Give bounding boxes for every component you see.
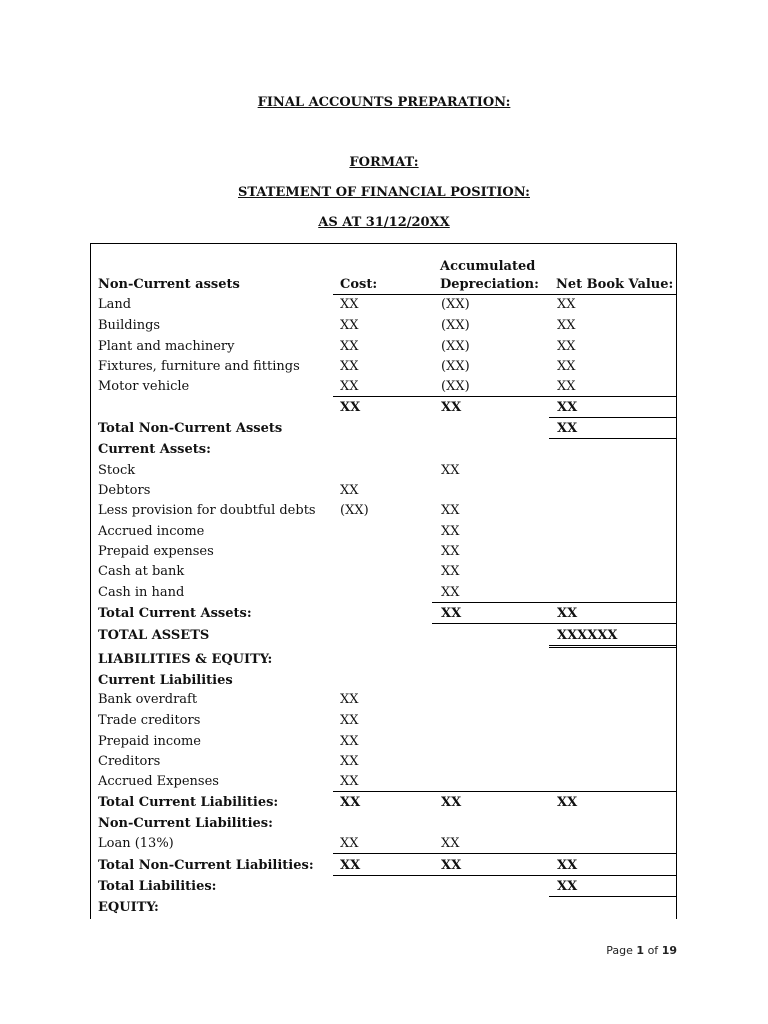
row-value-c3: XX [557,795,578,810]
row-label: Total Liabilities: [98,879,217,894]
row-label: Buildings [98,318,161,333]
column-header-nbv: Net Book Value: [556,277,674,292]
row-label: Total Non-Current Assets [98,421,283,436]
row-value-c3: XXXXXX [557,628,618,643]
row-value-c2: (XX) [441,339,470,354]
row-value-c3: XX [557,359,576,374]
row-label: Bank overdraft [98,692,198,707]
row-value-c2: XX [441,503,460,518]
row-value-c1: XX [340,339,359,354]
row-value-c1: XX [340,379,359,394]
row-label: Plant and machinery [98,339,235,354]
row-value-c3: XX [557,400,578,415]
row-value-c1: XX [340,297,359,312]
row-label: Loan (13%) [98,836,174,851]
total-assets-double-rule [549,645,677,648]
row-value-c2: XX [441,463,460,478]
row-value-c2: (XX) [441,379,470,394]
row-label: Cash at bank [98,564,185,579]
row-value-c2: (XX) [441,297,470,312]
row-value-c2: XX [441,544,460,559]
non-current-liabilities-rule [333,853,677,854]
row-value-c2: XX [441,836,460,851]
page-word: Page [606,944,633,957]
nbv-rule [549,417,677,418]
row-value-c1: XX [340,836,359,851]
subtotal-rule [333,396,677,397]
row-label: Stock [98,463,136,478]
row-value-c2: XX [441,606,462,621]
row-label: EQUITY: [98,900,159,915]
row-value-c1: XX [340,483,359,498]
row-value-c3: XX [557,379,576,394]
row-value-c2: XX [441,585,460,600]
current-assets-total-rule [432,623,549,624]
statement-heading: STATEMENT OF FINANCIAL POSITION: [238,185,530,200]
total-liabilities-rule [549,896,677,897]
row-value-c1: XX [340,400,361,415]
page-footer [606,944,677,957]
row-label: Land [98,297,132,312]
date-heading: AS AT 31/12/20XX [318,215,450,230]
row-value-c2: XX [441,795,462,810]
row-value-c3: XX [557,879,578,894]
row-value-c3: XX [557,318,576,333]
row-value-c2: XX [441,524,460,539]
row-label: Accrued Expenses [98,774,219,789]
row-value-c2: (XX) [441,359,470,374]
current-liabilities-rule [333,791,677,792]
row-label: Current Liabilities [98,673,233,688]
row-label: LIABILITIES & EQUITY: [98,652,273,667]
row-value-c3: XX [557,858,578,873]
row-label: Current Assets: [98,442,211,457]
column-header-cost: Cost: [340,277,378,292]
row-label: TOTAL ASSETS [98,628,210,643]
row-value-c2: (XX) [441,318,470,333]
non-current-liabilities-total-rule [333,875,677,876]
row-label: Non-Current Liabilities: [98,816,273,831]
row-value-c2: XX [441,564,460,579]
row-value-c1: XX [340,754,359,769]
row-label: Fixtures, furniture and fittings [98,359,300,374]
row-label: Total Non-Current Liabilities: [98,858,314,873]
row-value-c1: XX [340,858,361,873]
column-header-label: Non-Current assets [98,277,240,292]
row-label: Less provision for doubtful debts [98,503,316,518]
row-label: Cash in hand [98,585,185,600]
row-label: Creditors [98,754,161,769]
row-label: Total Current Liabilities: [98,795,279,810]
row-value-c1: XX [340,318,359,333]
column-header-accumulated: Accumulated [440,259,536,274]
header-rule [333,294,677,295]
page-total: 19 [661,944,677,957]
row-value-c1: XX [340,713,359,728]
row-label: Prepaid expenses [98,544,214,559]
total-assets-top-rule [549,623,677,624]
column-header-depreciation: Depreciation: [440,277,539,292]
row-label: Prepaid income [98,734,201,749]
row-value-c3: XX [557,606,578,621]
row-value-c1: XX [340,795,361,810]
row-label: Trade creditors [98,713,201,728]
document-title: FINAL ACCOUNTS PREPARATION: [257,95,511,110]
row-value-c3: XX [557,421,578,436]
row-value-c3: XX [557,339,576,354]
row-value-c1: XX [340,692,359,707]
row-value-c1: XX [340,359,359,374]
nbv-total-rule [549,438,677,439]
row-label: Debtors [98,483,151,498]
row-label: Total Current Assets: [98,606,252,621]
row-value-c1: (XX) [340,503,369,518]
page-number: 1 [636,944,645,957]
row-label: Accrued income [98,524,205,539]
row-value-c3: XX [557,297,576,312]
row-value-c2: XX [441,400,462,415]
row-label: Motor vehicle [98,379,190,394]
row-value-c1: XX [340,774,359,789]
row-value-c1: XX [340,734,359,749]
format-heading: FORMAT: [349,155,419,170]
current-assets-rule [432,602,677,603]
row-value-c2: XX [441,858,462,873]
of-word: of [647,944,659,957]
